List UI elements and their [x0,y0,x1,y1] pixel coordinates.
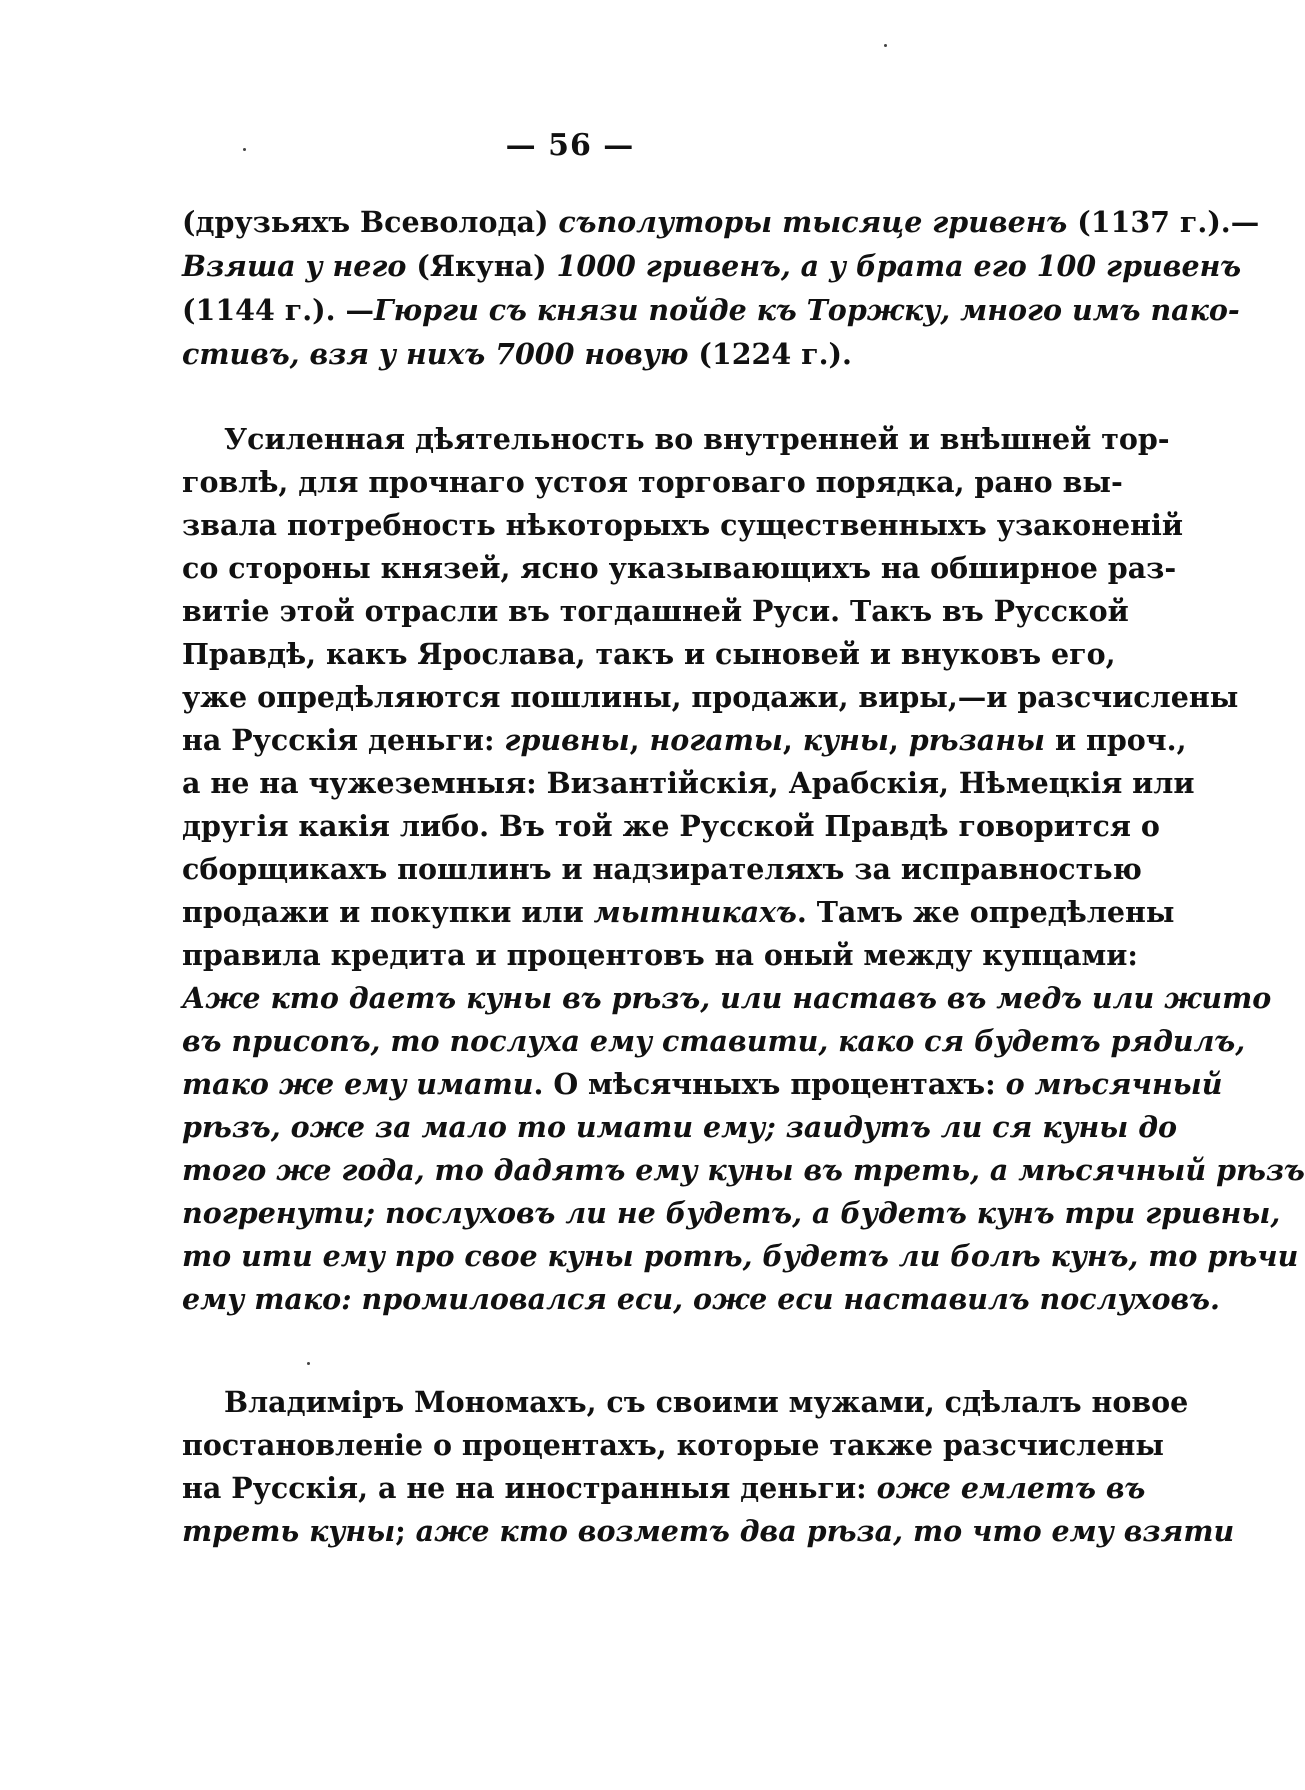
italic-run: оже емлетъ въ [876,1471,1146,1505]
page-number: — 56 — [505,128,635,163]
text-run: Правдѣ, какъ Ярослава, такъ и сыновей и внуковъ его, [182,637,1116,671]
text-run: говлѣ, для прочнаго устоя торговаго порядка, рано вы- [182,465,1123,499]
italic-run: Взяша у него [182,249,407,283]
text-run: (Якуна) [406,249,557,283]
text-run: на Русскія деньги: [182,723,505,757]
text-line [182,890,1175,934]
italic-run: того же года, то дадятъ ему куны въ треть, а мѣсячный рѣзъ [182,1153,1305,1187]
text-line [182,675,1239,719]
text-run: Усиленная дѣятельность во внутренней и внѣшней тор- [224,422,1170,456]
text-run: ; [395,1514,416,1548]
text-line [182,460,1123,504]
text-line [182,503,1184,547]
italic-run: куны [802,723,889,757]
text-run: . Тамъ же опредѣлены [796,895,1175,929]
text-line [182,244,1242,288]
text-run: постановленіе о процентахъ, которые также разсчислены [182,1428,1164,1462]
text-line [182,1234,1299,1278]
italic-run: стивъ, взя у нихъ 7000 новую [182,337,689,371]
italic-run: погренути; послуховъ ли не будетъ, а будетъ кунъ три гривны, [182,1196,1281,1230]
italic-run: съполуторы тысяце гривенъ [558,205,1068,239]
text-line [182,200,1260,244]
text-run: Владиміръ Мономахъ, съ своими мужами, сдѣлалъ новое [224,1385,1189,1419]
text-run: уже опредѣляются пошлины, продажи, виры,—и разсчислены [182,680,1239,714]
text-line [182,1062,1223,1106]
italic-run: мытникахъ [593,895,797,929]
text-line [182,976,1272,1020]
text-run: (1137 г.).— [1067,205,1260,239]
text-run: . О мѣсячныхъ процентахъ: [533,1067,1006,1101]
text-line [182,632,1116,676]
italic-run: ногаты [649,723,783,757]
italic-run: рѣзъ, оже за мало то имати ему; заидутъ ли ся куны до [182,1110,1178,1144]
text-line [182,761,1195,805]
italic-run: гривны [504,723,630,757]
text-line [182,332,1012,376]
print-speck [307,1362,310,1365]
text-run: со стороны князей, ясно указывающихъ на обширное раз- [182,551,1177,585]
text-line [182,933,1138,977]
italic-run: Аже кто даетъ куны въ рѣзъ, или наставъ въ медъ или жито [182,981,1272,1015]
text-run: продажи и покупки или [182,895,594,929]
text-line [182,288,1240,332]
text-run: другія какія либо. Въ той же Русской Правдѣ говорится о [182,809,1160,843]
text-line [182,1191,1281,1235]
italic-run: о мѣсячный [1005,1067,1223,1101]
italic-run: то ити ему про свое куны ротѣ, будетъ ли болѣ кунъ, то рѣчи [182,1239,1299,1273]
text-run: на Русскія, а не на иностранныя деньги: [182,1471,877,1505]
text-line [182,1509,1235,1553]
text-line [182,589,1129,633]
italic-run: тако же ему имати [182,1067,534,1101]
italic-run: рѣзаны [908,723,1046,757]
text-run: звала потребность нѣкоторыхъ существенныхъ узаконеній [182,508,1184,542]
italic-run: 1000 гривенъ, а у брата его 100 гривенъ [556,249,1242,283]
text-line [182,1277,1220,1321]
text-run: , [782,723,803,757]
italic-run: ему тако: промиловался еси, оже еси наставилъ послуховъ. [182,1282,1220,1316]
text-run: а не на чужеземныя: Византійскія, Арабскія, Нѣмецкія или [182,766,1195,800]
text-run: сборщикахъ пошлинъ и надзирателяхъ за исправностью [182,852,1142,886]
text-line [182,1466,1146,1510]
text-line [224,1380,1189,1424]
text-line [182,847,1142,891]
text-line [182,718,1187,762]
text-run: , [888,723,909,757]
text-line [182,546,1177,590]
text-run: и проч., [1045,723,1187,757]
text-run: (1224 г.). [688,337,852,371]
text-run: , [629,723,650,757]
print-speck [884,44,887,47]
italic-run: Гюрги съ князи пойде къ Торжку, много имъ пако- [373,293,1240,327]
text-line [182,1019,1246,1063]
text-line [182,1148,1305,1192]
text-line [224,417,1170,461]
text-run: (1144 г.). — [182,293,374,327]
text-line [182,1105,1178,1149]
italic-run: треть куны [182,1514,396,1548]
text-line [182,1423,1164,1467]
italic-run: аже кто возметъ два рѣза, то что ему взяти [415,1514,1235,1548]
text-run: витіе этой отрасли въ тогдашней Руси. Такъ въ Русской [182,594,1129,628]
italic-run: въ присопъ, то послуха ему ставити, како ся будетъ рядилъ, [182,1024,1246,1058]
text-run: правила кредита и процентовъ на оный между купцами: [182,938,1138,972]
text-line [182,804,1160,848]
text-run: (друзьяхъ Всеволода) [182,205,559,239]
